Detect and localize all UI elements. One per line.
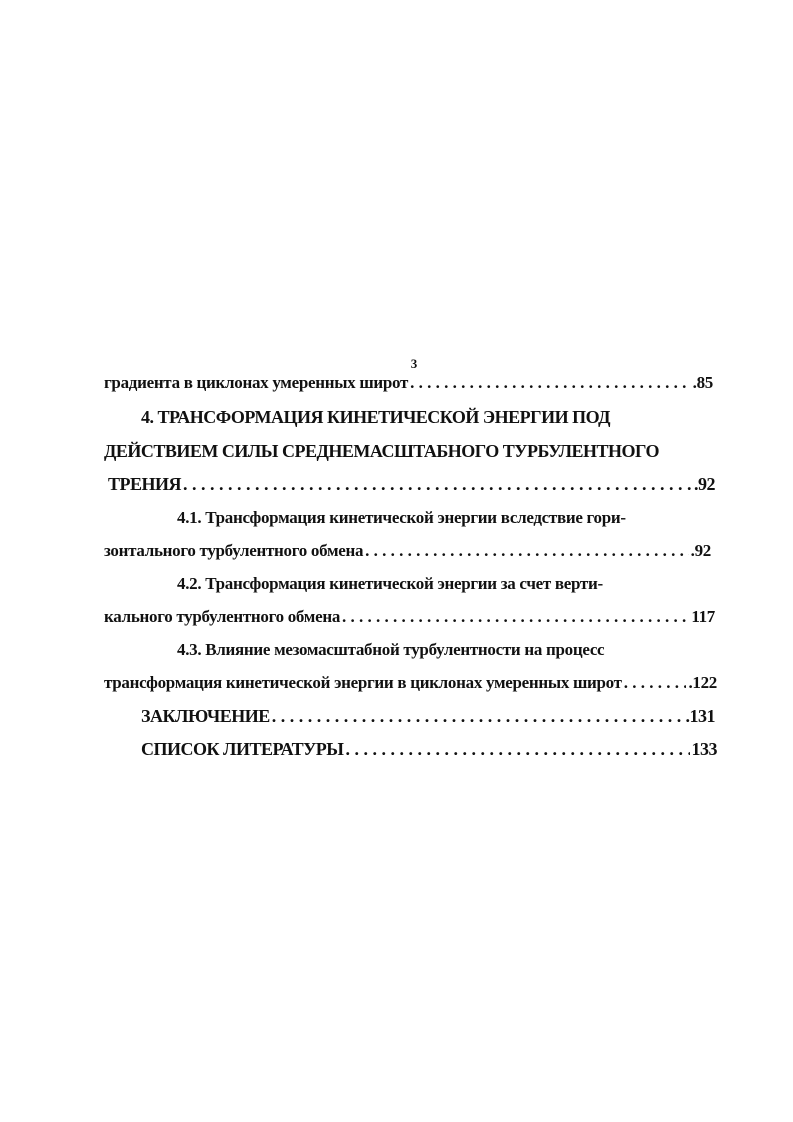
toc-entry-text: 4. ТРАНСФОРМАЦИЯ КИНЕТИЧЕСКОЙ ЭНЕРГИИ ПОД: [141, 407, 611, 427]
toc-heading-4-line2: [104, 436, 659, 466]
toc-entry-references: [141, 734, 717, 764]
toc-entry-text: 4.2. Трансформация кинетической энергии за счет верти-: [177, 574, 603, 593]
toc-entry-text: ТРЕНИЯ: [108, 474, 182, 494]
toc-entry-text: градиента в циклонах умеренных широт: [104, 373, 409, 392]
toc-leader-dots: [345, 734, 689, 764]
toc-entry-text: трансформация кинетической энергии в циклонах умеренных широт: [104, 673, 622, 692]
toc-entry-page: .131: [685, 706, 715, 726]
toc-entry-page: 133: [691, 739, 717, 759]
toc-entry-text: 4.3. Влияние мезомасштабной турбулентности на процесс: [177, 640, 605, 659]
toc-leader-dots: [342, 602, 689, 632]
toc-leader-dots: [410, 368, 691, 398]
toc-leader-dots: [624, 668, 687, 698]
toc-entry-4-1-line1: [177, 503, 626, 533]
toc-entry-conclusion: [141, 701, 715, 731]
toc-entry-text: ДЕЙСТВИЕМ СИЛЫ СРЕДНЕМАСШТАБНОГО ТУРБУЛЕНТНОГО: [104, 441, 659, 461]
toc-entry-4-3-line2: [104, 668, 717, 698]
toc-entry-4-2-line1: [177, 569, 603, 599]
toc-entry-text: зонтального турбулентного обмена: [104, 541, 364, 560]
toc-heading-4-line3: [108, 469, 715, 499]
toc-entry-page: .92: [694, 474, 715, 494]
toc-entry-4-2-line2: [104, 602, 715, 632]
toc-leader-dots: [272, 701, 684, 731]
toc-entry-4-1-line2: [104, 536, 711, 566]
toc-entry-page: .85: [692, 373, 713, 392]
toc-leader-dots: [183, 469, 692, 499]
toc-entry-gradient: [104, 368, 713, 398]
toc-entry-4-3-line1: [177, 635, 604, 665]
toc-entry-text: кального турбулентного обмена: [104, 607, 341, 626]
toc-entry-page: .122: [688, 673, 717, 692]
toc-entry-text: СПИСОК ЛИТЕРАТУРЫ: [141, 739, 344, 759]
toc-entry-page: .92: [690, 541, 711, 560]
toc-heading-4-line1: [141, 402, 610, 432]
toc-entry-text: ЗАКЛЮЧЕНИЕ: [141, 706, 270, 726]
page-number: 3: [410, 356, 418, 371]
toc-leader-dots: [365, 536, 688, 566]
toc-entry-page: 117: [691, 607, 715, 626]
toc-entry-text: 4.1. Трансформация кинетической энергии вследствие гори-: [177, 508, 626, 527]
